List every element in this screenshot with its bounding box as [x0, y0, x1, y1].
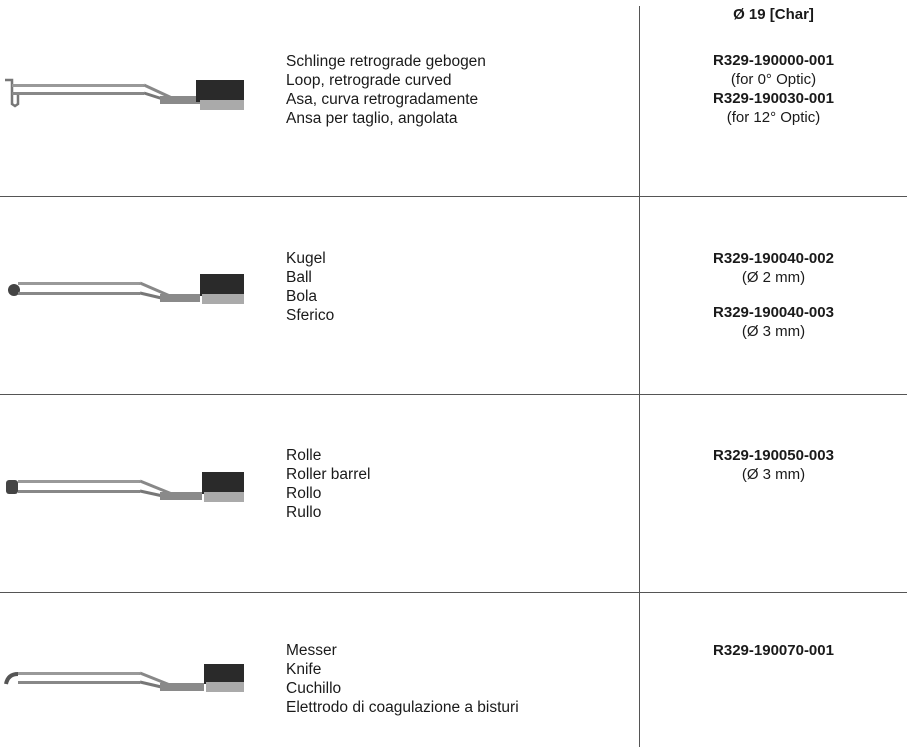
loop-electrode-image [0, 74, 250, 116]
article-numbers-loop [640, 51, 907, 127]
article-numbers-ball [640, 249, 907, 341]
article-number: R329-190000-001 [713, 52, 834, 69]
item-name: Ansa per taglio, angolata [286, 110, 458, 127]
item-name: Kugel [286, 250, 326, 267]
article-note: (for 12° Optic) [726, 109, 821, 126]
item-names-knife [286, 641, 519, 717]
item-name: Loop, retrograde curved [286, 72, 452, 89]
item-name: Cuchillo [286, 680, 342, 697]
item-name: Rolle [286, 447, 322, 464]
article-note: (for 0° Optic) [730, 71, 817, 88]
knife-electrode-image [0, 660, 250, 702]
item-name: Rollo [286, 485, 322, 502]
ball-electrode-image [0, 270, 250, 312]
item-name: Asa, curva retrogradamente [286, 91, 479, 108]
item-names-ball [286, 249, 334, 325]
article-note: (Ø 3 mm) [741, 323, 806, 340]
item-name: Schlinge retrograde gebogen [286, 53, 486, 70]
article-note: (Ø 2 mm) [741, 269, 806, 286]
item-name: Roller barrel [286, 466, 371, 483]
article-number: R329-190040-002 [713, 250, 834, 267]
row-divider [0, 196, 907, 197]
article-number: R329-190040-003 [713, 304, 834, 321]
item-names-loop [286, 52, 486, 128]
item-name: Sferico [286, 307, 335, 324]
article-numbers-roller [640, 446, 907, 484]
item-name: Elettrodo di coagulazione a bisturi [286, 699, 519, 716]
diameter-header: Ø 19 [Char] [733, 6, 814, 23]
item-names-roller [286, 446, 370, 522]
article-numbers-knife [640, 641, 907, 660]
row-divider [0, 394, 907, 395]
item-name: Bola [286, 288, 318, 305]
article-note: (Ø 3 mm) [741, 466, 806, 483]
article-number: R329-190030-001 [713, 90, 834, 107]
item-name: Ball [286, 269, 312, 286]
item-name: Messer [286, 642, 337, 659]
roller-electrode-image [0, 468, 250, 510]
article-number: R329-190070-001 [713, 642, 834, 659]
item-name: Knife [286, 661, 322, 678]
article-number: R329-190050-003 [713, 447, 834, 464]
item-name: Rullo [286, 504, 322, 521]
row-divider [0, 592, 907, 593]
